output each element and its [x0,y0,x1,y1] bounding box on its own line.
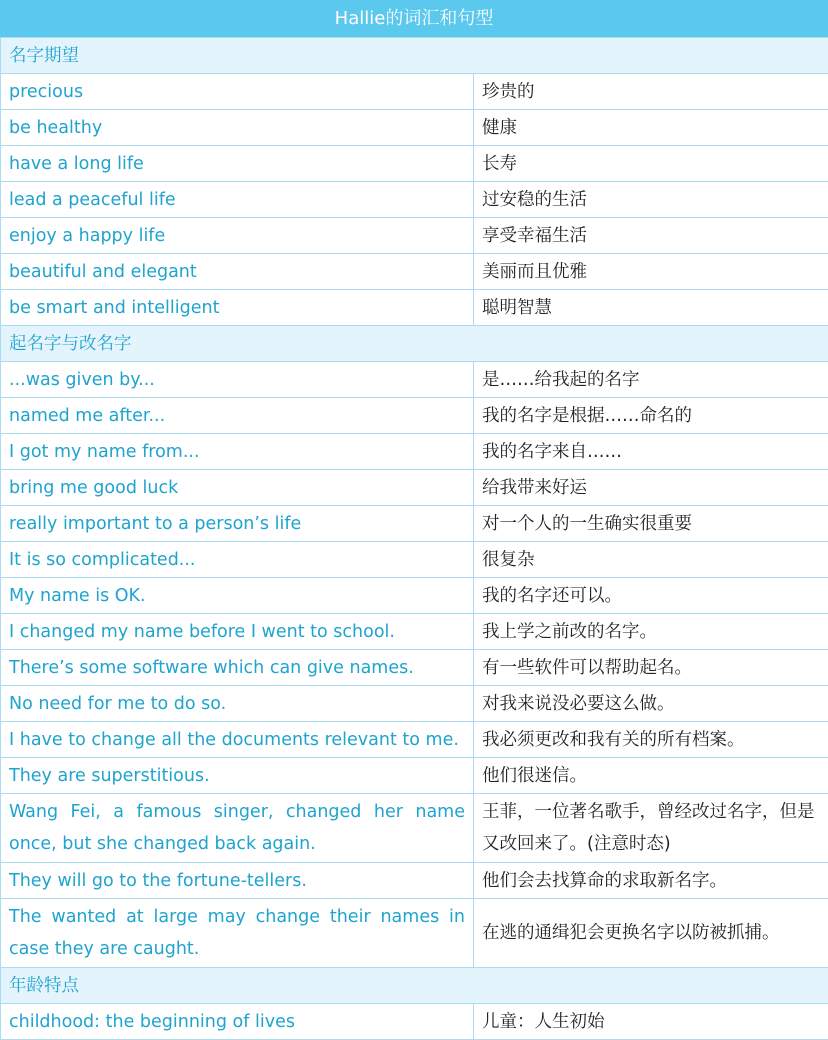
vocabulary-table [0,37,828,1040]
english-phrase: The wanted at large may change their names in case they are caught. [1,899,474,968]
table-row [1,758,828,794]
table-row [1,362,828,398]
chinese-translation: 很复杂 [474,542,828,578]
chinese-translation: 我的名字来自…… [474,434,828,470]
chinese-translation: 给我带来好运 [474,470,828,506]
chinese-translation: 有一些软件可以帮助起名。 [474,650,828,686]
chinese-translation: 他们很迷信。 [474,758,828,794]
english-phrase: be healthy [1,110,474,146]
chinese-translation: 我必须更改和我有关的所有档案。 [474,722,828,758]
chinese-translation: 享受幸福生活 [474,218,828,254]
english-phrase: bring me good luck [1,470,474,506]
table-row [1,110,828,146]
table-row [1,614,828,650]
table-row [1,1004,828,1040]
english-phrase: really important to a person’s life [1,506,474,542]
section-header-row [1,38,828,74]
table-row [1,650,828,686]
chinese-translation: 我的名字是根据……命名的 [474,398,828,434]
section-heading: 起名字与改名字 [1,326,828,362]
chinese-translation: 过安稳的生活 [474,182,828,218]
table-row [1,254,828,290]
table-row [1,863,828,899]
table-row [1,218,828,254]
english-phrase: I got my name from... [1,434,474,470]
table-row [1,899,828,968]
table-row [1,182,828,218]
english-phrase: lead a peaceful life [1,182,474,218]
english-phrase: They are superstitious. [1,758,474,794]
chinese-translation: 珍贵的 [474,74,828,110]
table-row [1,686,828,722]
english-phrase: My name is OK. [1,578,474,614]
english-phrase: They will go to the fortune-tellers. [1,863,474,899]
english-phrase: Wang Fei, a famous singer, changed her name once, but she changed back again. [1,794,474,863]
table-row [1,722,828,758]
table-row [1,470,828,506]
english-phrase: named me after... [1,398,474,434]
section-heading: 名字期望 [1,38,828,74]
english-phrase: be smart and intelligent [1,290,474,326]
english-phrase: enjoy a happy life [1,218,474,254]
chinese-translation: 美丽而且优雅 [474,254,828,290]
table-title: Hallie的词汇和句型 [0,0,828,37]
chinese-translation: 健康 [474,110,828,146]
english-phrase: I changed my name before I went to school. [1,614,474,650]
english-phrase: precious [1,74,474,110]
chinese-translation: 聪明智慧 [474,290,828,326]
chinese-translation: 对一个人的一生确实很重要 [474,506,828,542]
chinese-translation: 他们会去找算命的求取新名字。 [474,863,828,899]
table-row [1,542,828,578]
english-phrase: childhood: the beginning of lives [1,1004,474,1040]
chinese-translation: 是……给我起的名字 [474,362,828,398]
section-heading: 年龄特点 [1,968,828,1004]
english-phrase: have a long life [1,146,474,182]
table-row [1,578,828,614]
table-row [1,506,828,542]
chinese-translation: 长寿 [474,146,828,182]
chinese-translation: 对我来说没必要这么做。 [474,686,828,722]
english-phrase: No need for me to do so. [1,686,474,722]
chinese-translation: 儿童：人生初始 [474,1004,828,1040]
chinese-translation: 在逃的通缉犯会更换名字以防被抓捕。 [474,899,828,968]
english-phrase: It is so complicated... [1,542,474,578]
english-phrase: ...was given by... [1,362,474,398]
table-row [1,290,828,326]
table-row [1,74,828,110]
table-row [1,434,828,470]
english-phrase: There’s some software which can give names. [1,650,474,686]
table-row [1,794,828,863]
chinese-translation: 王菲，一位著名歌手，曾经改过名字，但是又改回来了。(注意时态) [474,794,828,863]
chinese-translation: 我上学之前改的名字。 [474,614,828,650]
chinese-translation: 我的名字还可以。 [474,578,828,614]
table-row [1,398,828,434]
table-row [1,146,828,182]
section-header-row [1,968,828,1004]
english-phrase: I have to change all the documents relevant to me. [1,722,474,758]
section-header-row [1,326,828,362]
english-phrase: beautiful and elegant [1,254,474,290]
